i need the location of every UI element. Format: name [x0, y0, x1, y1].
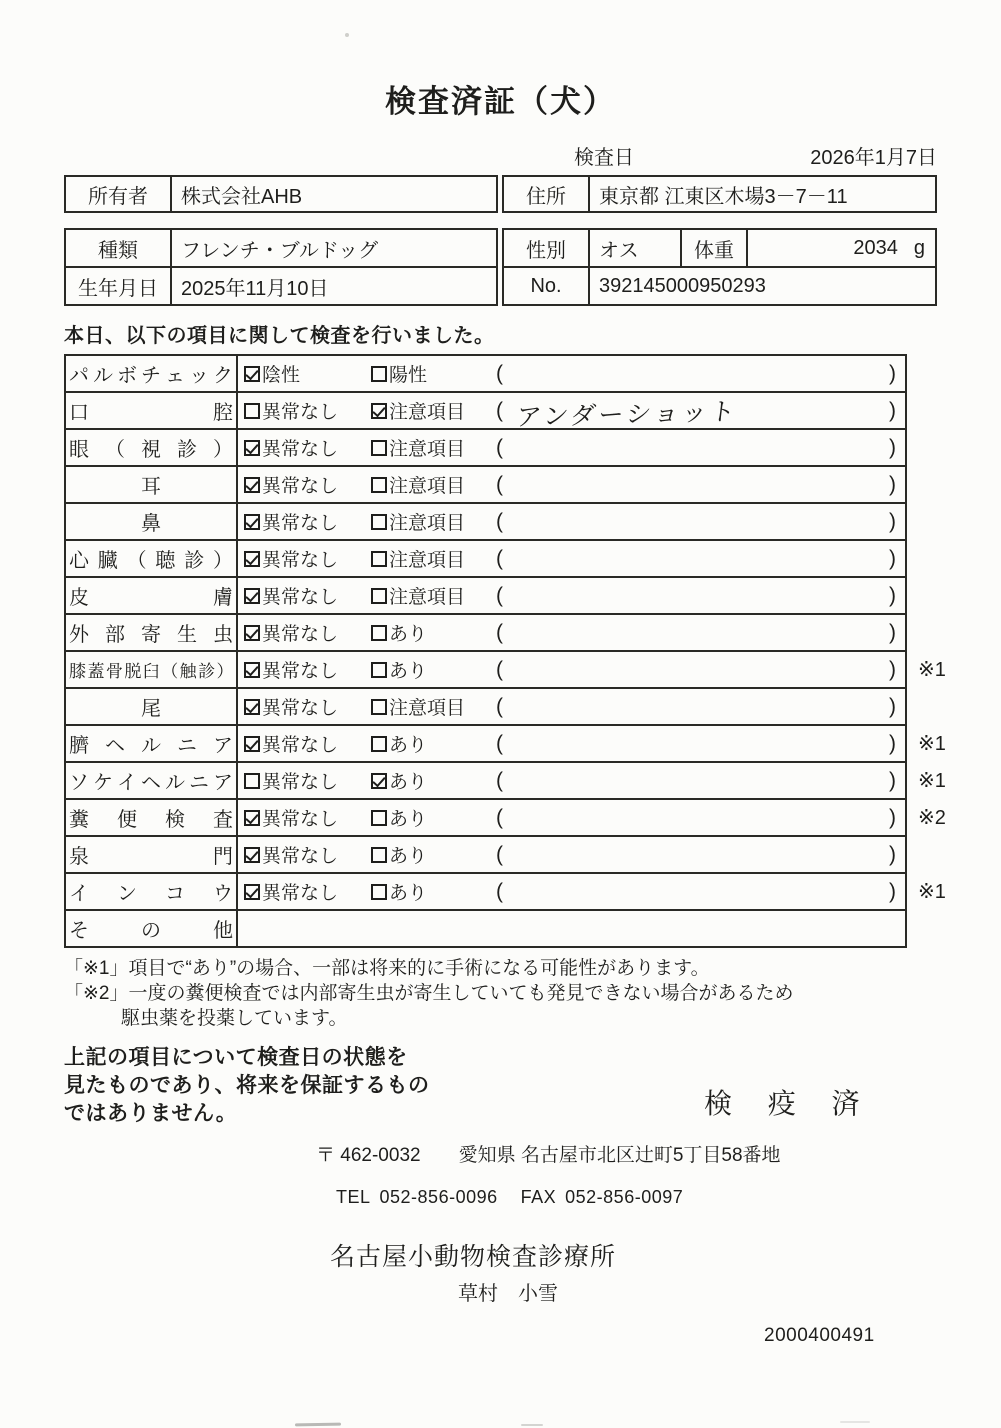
clinic-address-row [64, 1140, 937, 1167]
checkbox-icon [371, 514, 387, 530]
paren-open-glyph: ( [496, 398, 503, 422]
checkbox-icon [371, 440, 387, 456]
item-label: 皮 膚 [66, 578, 238, 613]
footnote-mark [907, 835, 963, 874]
option-1-label: 異常なし [262, 772, 339, 793]
checkbox-icon [371, 403, 387, 419]
serial-number: 2000400491 [764, 1325, 875, 1346]
remark-area [496, 510, 905, 534]
option-1-label: 異常なし [262, 439, 339, 460]
option-2 [371, 434, 496, 461]
footnote-mark [907, 354, 963, 393]
checkbox-icon [371, 736, 387, 752]
remark-area [496, 769, 905, 793]
number-label: No. [504, 268, 590, 304]
footnote-mark [907, 687, 963, 726]
checkbox-icon [244, 440, 260, 456]
paren-close-glyph: ) [889, 805, 896, 829]
item-label: 泉 門 [66, 837, 238, 872]
intro-text: 本日、以下の項目に関して検査を行いました。 [64, 325, 495, 347]
tel-number: 052-856-0096 [379, 1187, 498, 1207]
paren-open-glyph: ( [496, 842, 503, 866]
clinic-contact-row [64, 1187, 937, 1208]
handwritten-remark [502, 664, 889, 674]
weight-value-cell [748, 230, 935, 266]
handwritten-remark [502, 701, 889, 711]
checkbox-icon [244, 625, 260, 641]
page-title: 検査済証（犬） [385, 84, 616, 119]
paren-open-glyph: ( [496, 472, 503, 496]
option-2-label: あり [389, 772, 428, 793]
option-2 [371, 508, 496, 535]
paren-close-glyph: ) [889, 583, 896, 607]
option-2-label: 注意項目 [389, 439, 466, 460]
option-2-label: 注意項目 [389, 587, 466, 608]
checkbox-icon [371, 773, 387, 789]
option-1 [244, 841, 371, 868]
checkbox-icon [371, 699, 387, 715]
weight-unit: g [913, 236, 925, 259]
breed-value: フレンチ・ブルドッグ [181, 239, 379, 262]
option-1 [244, 471, 371, 498]
option-1 [244, 397, 371, 424]
checkbox-icon [244, 588, 260, 604]
checklist-row [64, 835, 937, 874]
option-1 [244, 693, 371, 720]
handwritten-remark [502, 516, 889, 526]
checkbox-icon [371, 366, 387, 382]
option-1 [244, 545, 371, 572]
handwritten-remark [502, 738, 889, 748]
option-1 [244, 434, 371, 461]
sex-weight-row [502, 228, 937, 268]
fax-label: FAX [520, 1187, 557, 1207]
sex-value: オス [590, 230, 682, 266]
clinic-address: 愛知県 名古屋市北区辻町5丁目58番地 [458, 1145, 781, 1166]
statement-line1: 上記の項目について検査日の状態を [64, 1046, 408, 1069]
checkbox-icon [371, 847, 387, 863]
scan-speck [345, 33, 349, 37]
option-2 [371, 693, 496, 720]
checkbox-icon [371, 662, 387, 678]
paren-close-glyph: ) [889, 731, 896, 755]
address-label: 住所 [504, 177, 590, 211]
birth-row [64, 266, 498, 306]
statement-line2: 見たものであり、将来を保証するもの [64, 1074, 430, 1097]
scan-smudge [840, 1421, 870, 1423]
checklist-row [64, 502, 937, 541]
item-label: ソ ケ イ ヘ ル ニ ア [66, 763, 238, 798]
item-label: 膝 蓋 骨 脱 臼 （ 触 診 ） [66, 652, 238, 687]
remark-area [496, 436, 905, 460]
paren-open-glyph: ( [496, 509, 503, 533]
checkbox-icon [244, 736, 260, 752]
footnote-mark: ※1 [918, 659, 946, 681]
option-1-label: 異常なし [262, 809, 339, 830]
option-2-label: あり [389, 735, 428, 756]
pet-table [64, 228, 937, 306]
paren-close-glyph: ) [889, 842, 896, 866]
option-2-label: 注意項目 [389, 513, 466, 534]
checklist-row [64, 687, 937, 726]
option-2-label: あり [389, 883, 428, 904]
footnote-2-line2: 駆虫薬を投薬しています。 [121, 1008, 348, 1029]
option-1-label: 異常なし [262, 476, 339, 497]
checkbox-icon [244, 662, 260, 678]
checklist-table [64, 354, 946, 948]
option-2 [371, 878, 496, 905]
remark-area [496, 880, 905, 904]
checkbox-icon [244, 551, 260, 567]
weight-label: 体重 [682, 230, 748, 266]
option-1-label: 陰性 [262, 365, 301, 386]
option-2 [371, 730, 496, 757]
handwritten-remark [502, 812, 889, 822]
statement-line3: ではありません。 [64, 1102, 238, 1125]
paren-close-glyph: ) [889, 620, 896, 644]
address-value: 東京都 江東区木場3－7－11 [599, 185, 848, 208]
remark-area [496, 806, 905, 830]
checklist-row [64, 909, 937, 948]
paren-open-glyph: ( [496, 731, 503, 755]
handwritten-remark [502, 442, 889, 452]
clinic-name: 名古屋小動物検査診療所 [330, 1243, 617, 1271]
item-label: イ ン コ ウ [66, 874, 238, 909]
paren-close-glyph: ) [889, 879, 896, 903]
option-1-label: 異常なし [262, 624, 339, 645]
option-2 [371, 582, 496, 609]
paren-close-glyph: ) [889, 472, 896, 496]
paren-close-glyph: ) [889, 509, 896, 533]
option-2 [371, 841, 496, 868]
option-2 [371, 360, 496, 387]
option-1-label: 異常なし [262, 883, 339, 904]
paren-open-glyph: ( [496, 657, 503, 681]
paren-open-glyph: ( [496, 361, 503, 385]
inspection-date-label: 検査日 [574, 147, 634, 169]
footnote-mark [907, 576, 963, 615]
checklist-row [64, 724, 946, 763]
checkbox-icon [244, 810, 260, 826]
checklist-row [64, 650, 946, 689]
footnote-2-line1: 「※2」一度の糞便検査では内部寄生虫が寄生していても発見できない場合があるため [64, 983, 794, 1004]
option-2 [371, 804, 496, 831]
option-1-label: 異常なし [262, 698, 339, 719]
checklist-row [64, 613, 937, 652]
option-1 [244, 878, 371, 905]
option-1 [244, 508, 371, 535]
handwritten-remark [502, 886, 889, 896]
checkbox-icon [244, 477, 260, 493]
remark-area [496, 621, 905, 645]
handwritten-remark: アンダーショット [514, 397, 740, 432]
remark-area [496, 473, 905, 497]
paren-open-glyph: ( [496, 768, 503, 792]
option-2-label: 注意項目 [389, 550, 466, 571]
handwritten-remark [502, 479, 889, 489]
checkbox-icon [244, 699, 260, 715]
checkbox-icon [244, 847, 260, 863]
owner-label: 所有者 [66, 177, 172, 211]
item-label: 外 部 寄 生 虫 [66, 615, 238, 650]
checklist-row [64, 354, 937, 393]
birth-value: 2025年11月10日 [181, 277, 329, 300]
handwritten-remark [502, 553, 889, 563]
owner-table [64, 175, 937, 213]
checkbox-icon [371, 477, 387, 493]
option-1 [244, 619, 371, 646]
remark-area [496, 843, 905, 867]
paren-close-glyph: ) [889, 398, 896, 422]
option-1-label: 異常なし [262, 550, 339, 571]
item-label: 鼻 [66, 504, 238, 539]
checkbox-icon [244, 514, 260, 530]
footnote-mark [907, 613, 963, 652]
item-label: 臍 ヘ ル ニ ア [66, 726, 238, 761]
paren-close-glyph: ) [889, 546, 896, 570]
owner-value: 株式会社AHB [181, 185, 303, 208]
item-label: 眼 （ 視 診 ） [66, 430, 238, 465]
checkbox-icon [244, 366, 260, 382]
tel-label: TEL [336, 1187, 371, 1207]
footnote-mark [907, 909, 963, 948]
quarantine-stamp: 検 疫 済 [704, 1088, 874, 1119]
option-2-label: 注意項目 [389, 476, 466, 497]
option-2 [371, 397, 496, 424]
item-label: 尾 [66, 689, 238, 724]
option-2-label: 注意項目 [389, 402, 466, 423]
remark-area [496, 584, 905, 608]
paren-open-glyph: ( [496, 694, 503, 718]
checkbox-icon [371, 810, 387, 826]
checklist-row [64, 391, 937, 430]
option-1 [244, 804, 371, 831]
option-1-label: 異常なし [262, 513, 339, 534]
option-1-label: 異常なし [262, 402, 339, 423]
handwritten-remark [502, 368, 889, 378]
checkbox-icon [371, 884, 387, 900]
option-2-label: 陽性 [389, 365, 428, 386]
handwritten-remark [502, 590, 889, 600]
inspection-date-value: 2026年1月7日 [810, 147, 937, 169]
footnote-mark: ※1 [918, 733, 946, 755]
option-2-label: あり [389, 809, 428, 830]
option-1 [244, 360, 371, 387]
birth-label: 生年月日 [66, 268, 172, 304]
option-2 [371, 619, 496, 646]
statement-block [64, 1044, 937, 1132]
paren-open-glyph: ( [496, 805, 503, 829]
veterinarian-name: 草村 小雪 [458, 1283, 558, 1305]
inspection-date-row [64, 141, 937, 170]
checkbox-icon [371, 551, 387, 567]
option-1 [244, 582, 371, 609]
item-label: 心 臓 （ 聴 診 ） [66, 541, 238, 576]
footnote-mark: ※2 [918, 807, 946, 829]
checkbox-icon [371, 588, 387, 604]
checklist-row [64, 761, 946, 800]
footnote-mark [907, 391, 963, 430]
item-label: 口 腔 [66, 393, 238, 428]
option-1-label: 異常なし [262, 587, 339, 608]
footnote-mark [907, 539, 963, 578]
paren-close-glyph: ) [889, 694, 896, 718]
breed-label: 種類 [66, 230, 172, 266]
option-2 [371, 545, 496, 572]
option-2 [371, 656, 496, 683]
footnote-mark [907, 428, 963, 467]
owner-row [64, 175, 498, 213]
checkbox-icon [244, 773, 260, 789]
option-2-label: あり [389, 624, 428, 645]
paren-close-glyph: ) [889, 768, 896, 792]
option-1 [244, 767, 371, 794]
checkbox-icon [371, 625, 387, 641]
item-label: そ の 他 [66, 911, 238, 946]
paren-open-glyph: ( [496, 620, 503, 644]
footnote-mark [907, 465, 963, 504]
handwritten-remark [502, 627, 889, 637]
footnote-mark: ※1 [918, 881, 946, 903]
checklist-row [64, 872, 946, 911]
option-1 [244, 730, 371, 757]
breed-row [64, 228, 498, 268]
item-label: 糞 便 検 査 [66, 800, 238, 835]
footnotes [64, 956, 937, 1031]
option-2-label: あり [389, 661, 428, 682]
paren-close-glyph: ) [889, 361, 896, 385]
option-2 [371, 767, 496, 794]
option-2-label: あり [389, 846, 428, 867]
address-row [502, 175, 937, 213]
weight-value: 2034 [853, 236, 898, 259]
remark-area [496, 393, 905, 432]
checklist-row [64, 798, 946, 837]
handwritten-remark [502, 849, 889, 859]
item-label: パ ル ボ チ ェ ッ ク [66, 356, 238, 391]
remark-area [496, 695, 905, 719]
scan-smudge [521, 1424, 543, 1426]
option-2-label: 注意項目 [389, 698, 466, 719]
checkbox-icon [244, 884, 260, 900]
checklist-row [64, 465, 937, 504]
scan-smudge [295, 1423, 341, 1427]
option-2 [371, 471, 496, 498]
checkbox-icon [244, 403, 260, 419]
option-1-label: 異常なし [262, 846, 339, 867]
sex-label: 性別 [504, 230, 590, 266]
checklist-row [64, 539, 937, 578]
remark-area [496, 362, 905, 386]
option-1 [244, 656, 371, 683]
remark-area [496, 547, 905, 571]
remark-area [496, 732, 905, 756]
footnote-mark [907, 502, 963, 541]
number-row [502, 266, 937, 306]
option-1-label: 異常なし [262, 661, 339, 682]
paren-open-glyph: ( [496, 435, 503, 459]
option-1-label: 異常なし [262, 735, 339, 756]
checklist-row [64, 576, 937, 615]
footnote-mark: ※1 [918, 770, 946, 792]
item-label: 耳 [66, 467, 238, 502]
postal-code: 〒 462-0032 [316, 1145, 421, 1166]
paren-open-glyph: ( [496, 546, 503, 570]
paren-open-glyph: ( [496, 879, 503, 903]
footnote-1: 「※1」項目で“あり”の場合、一部は将来的に手術になる可能性があります。 [64, 958, 710, 979]
fax-number: 052-856-0097 [565, 1187, 684, 1207]
paren-open-glyph: ( [496, 583, 503, 607]
number-value: 392145000950293 [599, 274, 766, 297]
paren-close-glyph: ) [889, 435, 896, 459]
remark-area [496, 658, 905, 682]
handwritten-remark [502, 775, 889, 785]
paren-close-glyph: ) [889, 657, 896, 681]
